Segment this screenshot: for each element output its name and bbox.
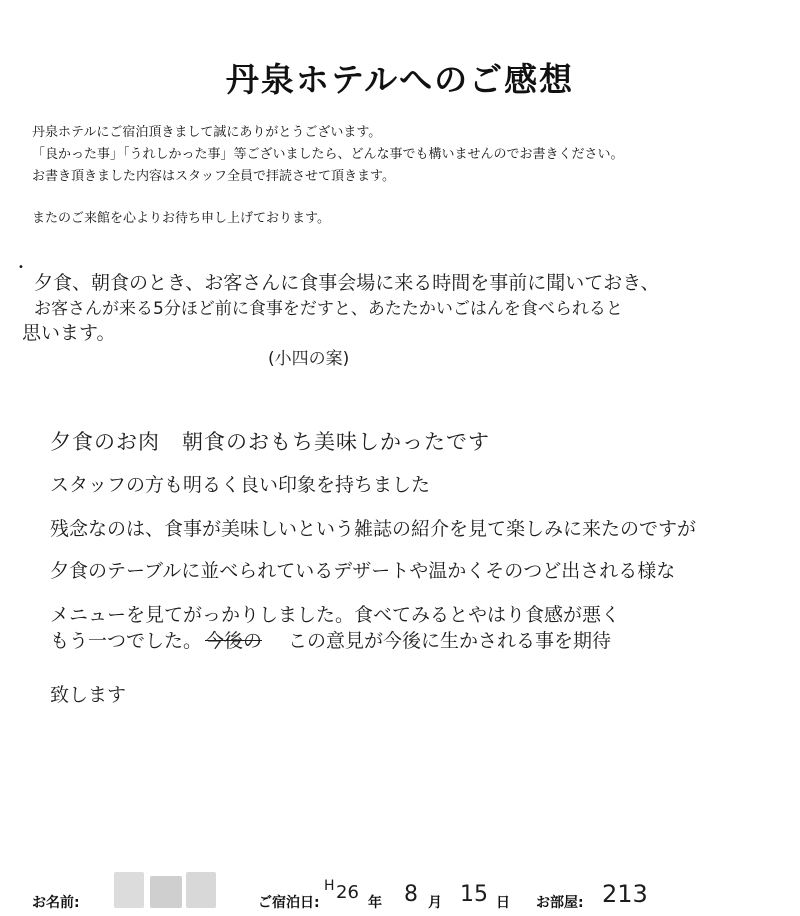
comment1-note: (小四の案) [268,349,350,369]
comment2-line: 夕食のテーブルに並べられているデザートや温かくそのつど出される様な [50,560,676,582]
month-value: 8 [404,882,418,907]
comment1-line: 夕食、朝食のとき、お客さんに食事会場に来る時間を事前に聞いておき、 [34,272,660,294]
intro-line: お書き頂きました内容はスタッフ全員で拝読させて頂きます。 [32,169,395,184]
day-label: 日 [496,895,510,911]
comment2-struck-word: 今後の [205,630,263,652]
intro-text [32,122,772,230]
name-label: お名前: [32,895,80,911]
redacted-name [150,876,182,908]
comment2-line: メニューを見てがっかりしました。食べてみるとやはり食感が悪く [50,604,621,626]
comment2-line: 夕食のお肉 朝食のおもち美味しかったです [50,430,490,454]
comment1-line: お客さんが来る5分ほど前に食事をだすと、あたたかいごはんを食べられると [34,299,623,319]
comment2-line: 致します [50,684,127,706]
comment2-line: もう一つでした。 [50,630,203,652]
bullet-mark: • [18,262,24,273]
footer-fields [32,880,782,910]
room-value: 213 [602,880,648,908]
room-label: お部屋: [536,895,584,911]
comment2-line: この意見が今後に生かされる事を期待 [288,630,612,652]
month-label: 月 [428,895,442,911]
intro-line: またのご来館を心よりお待ち申し上げております。 [32,211,330,226]
redacted-name [186,872,216,908]
year-label: 年 [368,895,382,911]
page-title: 丹泉ホテルへのご感想 [225,60,575,99]
era-value: H [324,878,335,894]
comment2-line: スタッフの方も明るく良い印象を持ちました [50,474,431,496]
stay-date-label: ご宿泊日: [258,895,320,911]
redacted-name [114,872,144,908]
year-value: 26 [336,882,359,903]
intro-line: 丹泉ホテルにご宿泊頂きまして誠にありがとうございます。 [32,125,382,140]
day-value: 15 [460,882,488,907]
comment2-line: 残念なのは、食事が美味しいという雑誌の紹介を見て楽しみに来たのですが [50,518,697,540]
comment1-line: 思います。 [22,322,116,344]
intro-line: 「良かった事」「うれしかった事」等ございましたら、どんな事でも構いませんのでお書きください。 [32,147,624,162]
